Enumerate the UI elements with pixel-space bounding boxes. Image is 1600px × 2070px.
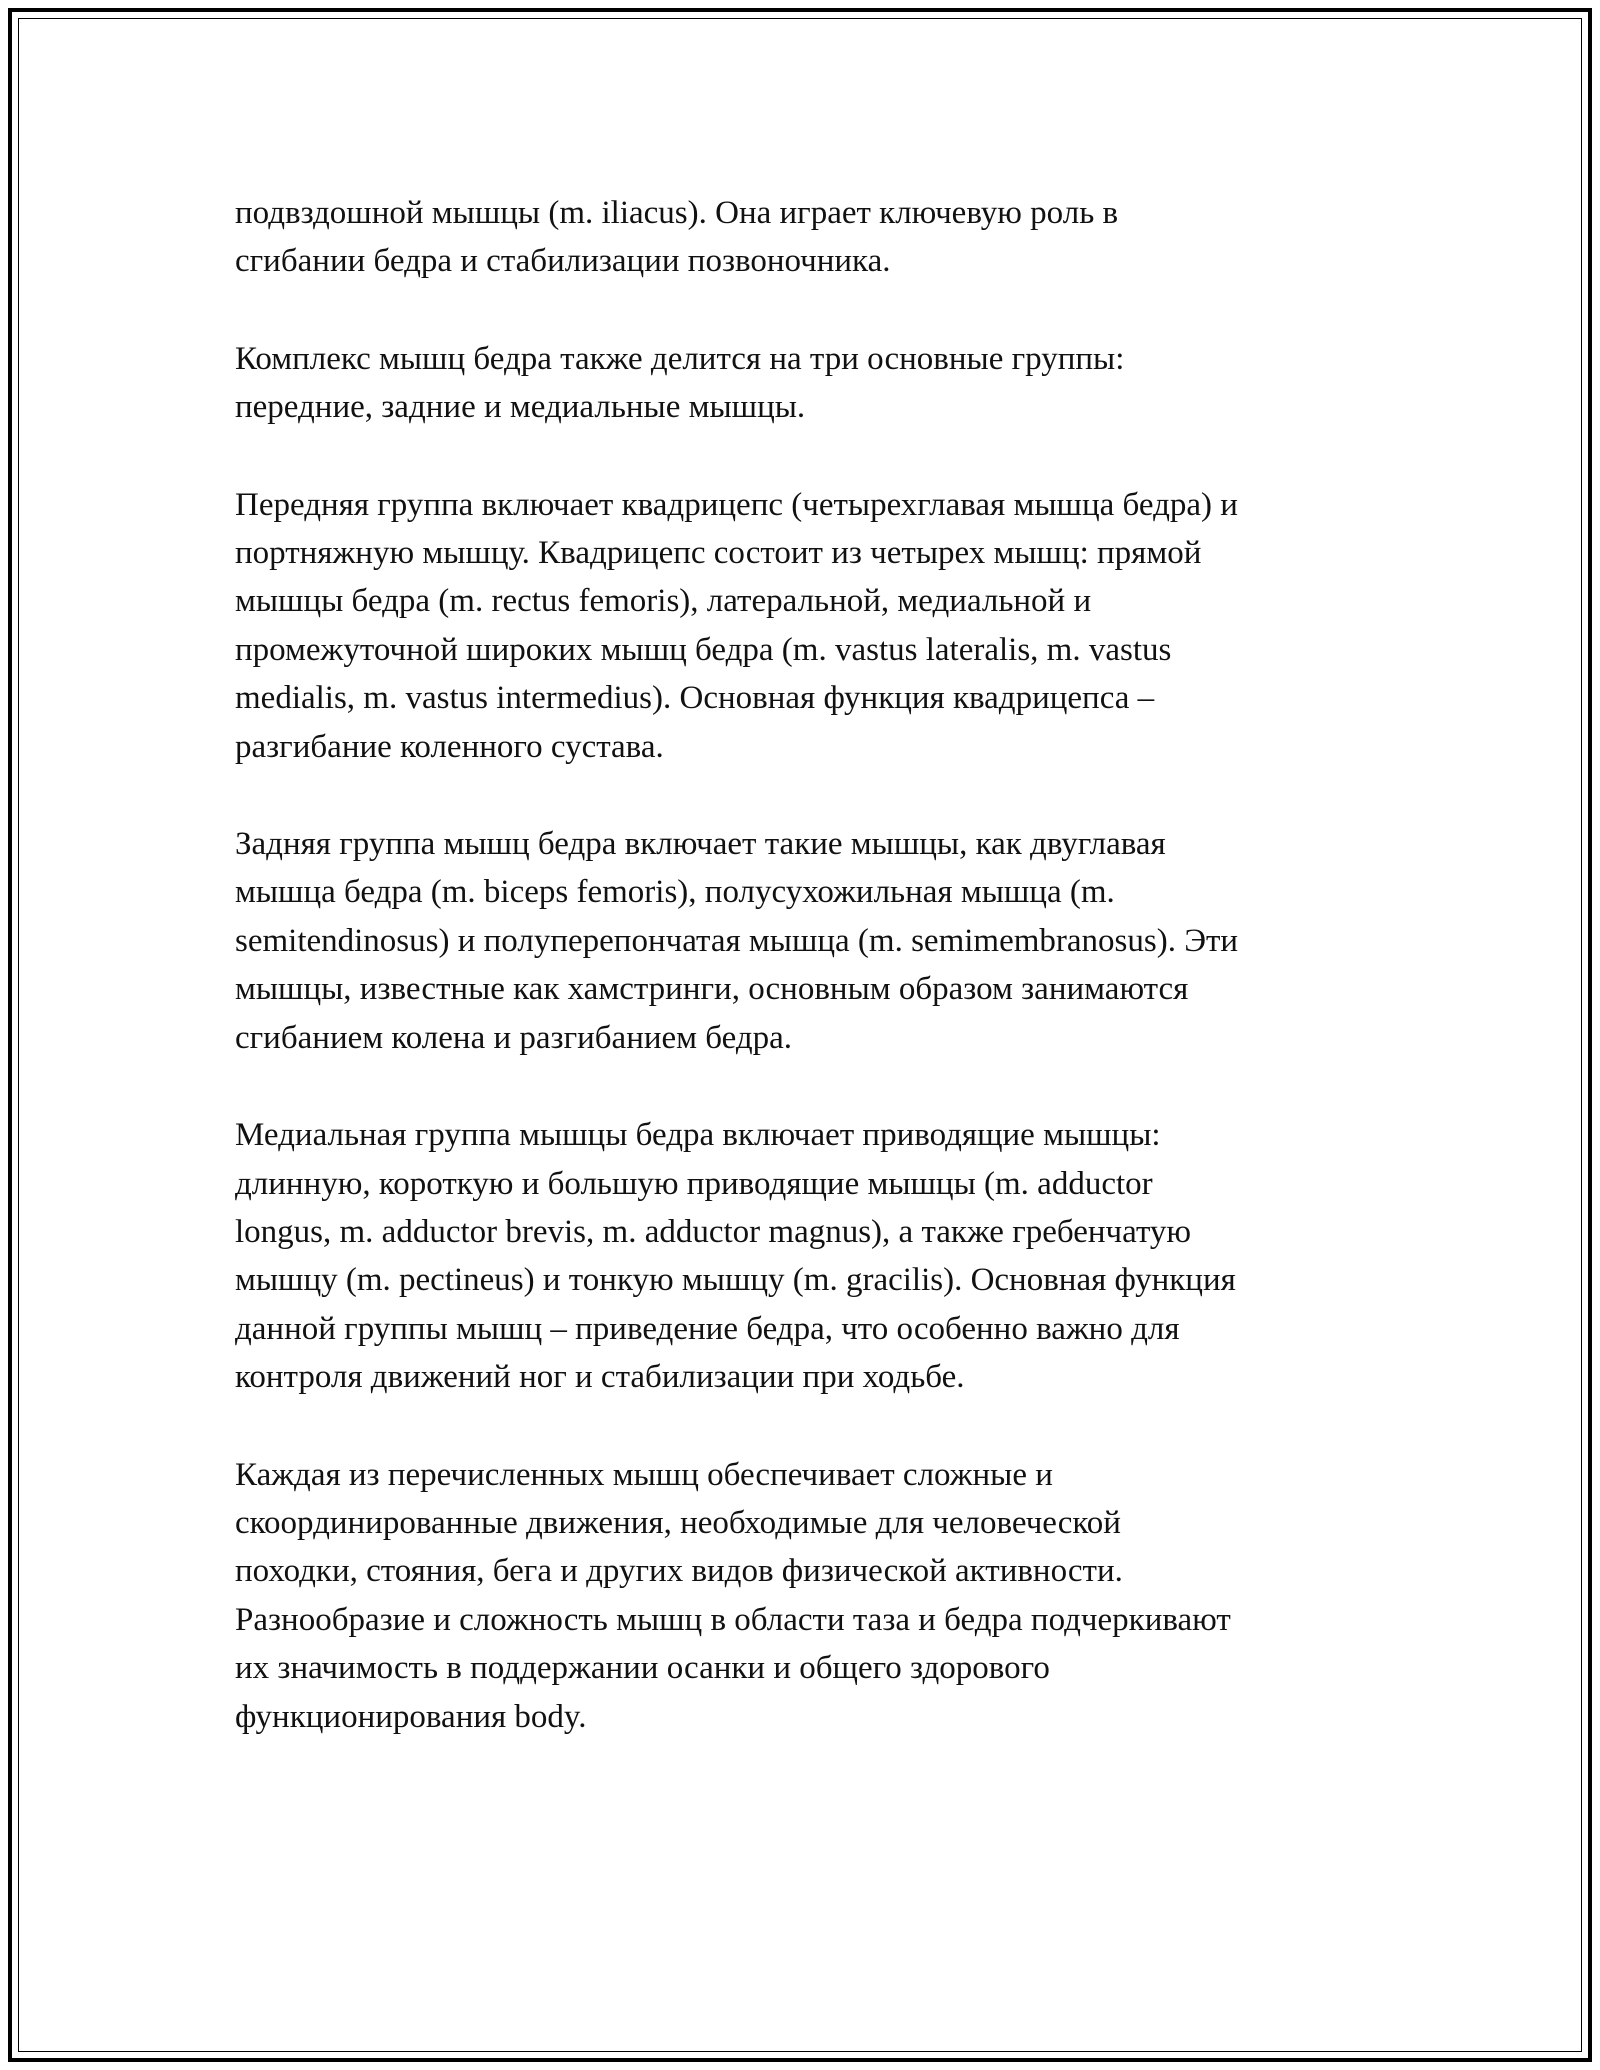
paragraph-anterior-group: Передняя группа включает квадрицепс (четырехглавая мышца бедра) и портняжную мышцу. Квадрицепс состоит из четырех мышц: прямой мышцы бедра (m. rectus femoris), латеральной, медиальной и промежуточной широких мышц бедра (m. vastus lateralis, m. vastus medialis, m. vastus intermedius). Основная функция квадрицепса – разгибание коленного сустава.: [235, 486, 1238, 765]
paragraph-medial-group: Медиальная группа мышцы бедра включает приводящие мышцы: длинную, короткую и большую приводящие мышцы (m. adductor longus, m. adductor brevis, m. adductor magnus), а также гребенчатую мышцу (m. pectineus) и тонкую мышцу (m. gracilis). Основная функция данной группы мышц – приведение бедра, что особенно важно для контроля движений ног и стабилизации при ходьбе.: [235, 1117, 1236, 1396]
paragraph-iliacus: подвздошной мышцы (m. iliacus). Она играет ключевую роль в сгибании бедра и стабилизации позвоночника.: [235, 195, 1119, 280]
paragraph-thigh-groups: Комплекс мышц бедра также делится на три основные группы: передние, задние и медиальные мышцы.: [235, 340, 1125, 426]
paragraph-conclusion: Каждая из перечисленных мышц обеспечивает сложные и скоординированные движения, необходимые для человеческой походки, стояния, бега и других видов физической активности. Разнообразие и сложность мышц в области таза и бедра подчеркивают их значимость в поддержании осанки и общего здорового функционирования body.: [235, 1456, 1231, 1735]
document-body: [235, 189, 1385, 1790]
paragraph-posterior-group: Задняя группа мышц бедра включает такие мышцы, как двуглавая мышца бедра (m. biceps femoris), полусухожильная мышца (m. semitendinosus) и полуперепончатая мышца (m. semimembranosus). Эти мышцы, известные как хамстринги, основным образом занимаются сгибанием колена и разгибанием бедра.: [235, 826, 1239, 1056]
